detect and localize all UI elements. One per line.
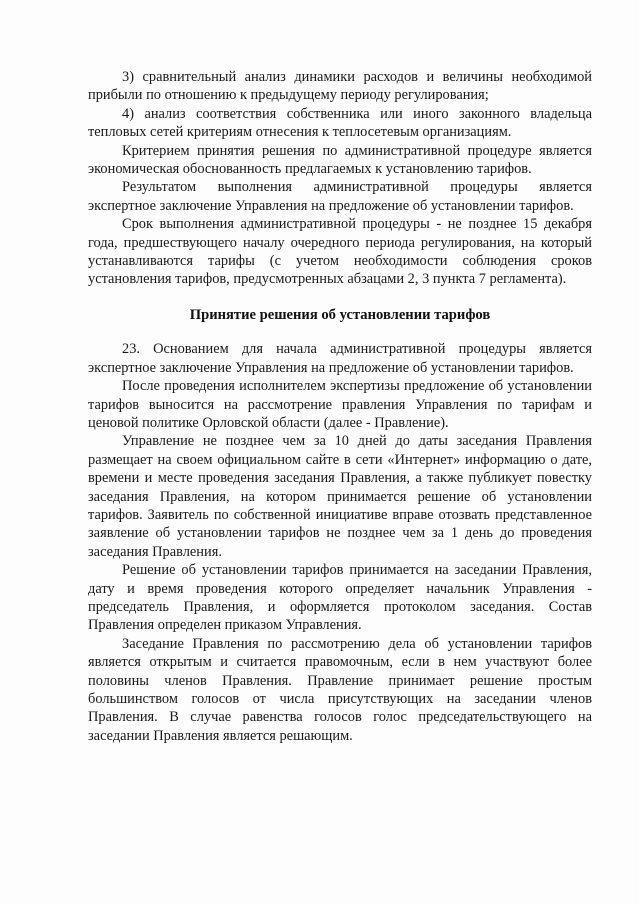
spacer (88, 324, 592, 340)
paragraph-23: 23. Основанием для начала административной процедуры является экспертное заключение Управления на предложение об установлении тарифов. (88, 341, 592, 376)
section-heading: Принятие решения об установлении тарифов (189, 306, 491, 323)
paragraph-result: Результатом выполнения административной процедуры является экспертное заключение Управления на предложение об установлении тарифов. (88, 179, 592, 214)
paragraph-decision: Решение об установлении тарифов принимается на заседании Правления, дату и время проведения которого определяет начальник Управления - председатель Правления, и оформляется протоколом заседания. Состав Правления определен приказом Управления. (88, 562, 592, 634)
spacer (88, 289, 592, 306)
paragraph-criterion: Критерием принятия решения по административной процедуре является экономическая обоснованность предлагаемых к установлению тарифов. (88, 142, 592, 178)
paragraph-expertise: После проведения исполнителем экспертизы предложение об установлении тарифов выносится на рассмотрение правления Управления по тарифам и ценовой политике Орловской области (далее - Правление). (88, 378, 592, 431)
paragraph-session: Заседание Правления по рассмотрению дела об установлении тарифов является открытым и считается правомочным, если в нем участвуют более половины членов Правления. Правление принимает решение простым большинством голосов от числа присутствующих на заседании членов Правления. В случае равенства голосов голос председательствующего на заседании Правления является решающим. (88, 635, 592, 744)
paragraph-deadline: Срок выполнения административной процедуры - не позднее 15 декабря года, предшествующего началу очередного периода регулирования, на который устанавливаются тарифы (с учетом необходимости соблюдения сроков установления тарифов, предусмотренных абзацами 2, 3 пункта 7 регламента). (88, 216, 592, 288)
paragraph-item-4: 4) анализ соответствия собственника или иного законного владельца тепловых сетей критериям отнесения к теплосетевым организациям. (88, 105, 592, 141)
paragraph-notice: Управление не позднее чем за 10 дней до даты заседания Правления размещает на своем официальном сайте в сети «Интернет» информацию о дате, времени и месте проведения заседания Правления, а также публикует повестку заседания Правления, на котором принимается решение об установлении тарифов. Заявитель по собственной инициативе вправе отозвать представленное заявление об установлении тарифов не позднее чем за 1 день до проведения заседания Правления. (88, 433, 592, 560)
paragraph-item-3: 3) сравнительный анализ динамики расходов и величины необходимой прибыли по отношению к предыдущему периоду регулирования; (88, 69, 592, 104)
document-body (88, 68, 592, 745)
